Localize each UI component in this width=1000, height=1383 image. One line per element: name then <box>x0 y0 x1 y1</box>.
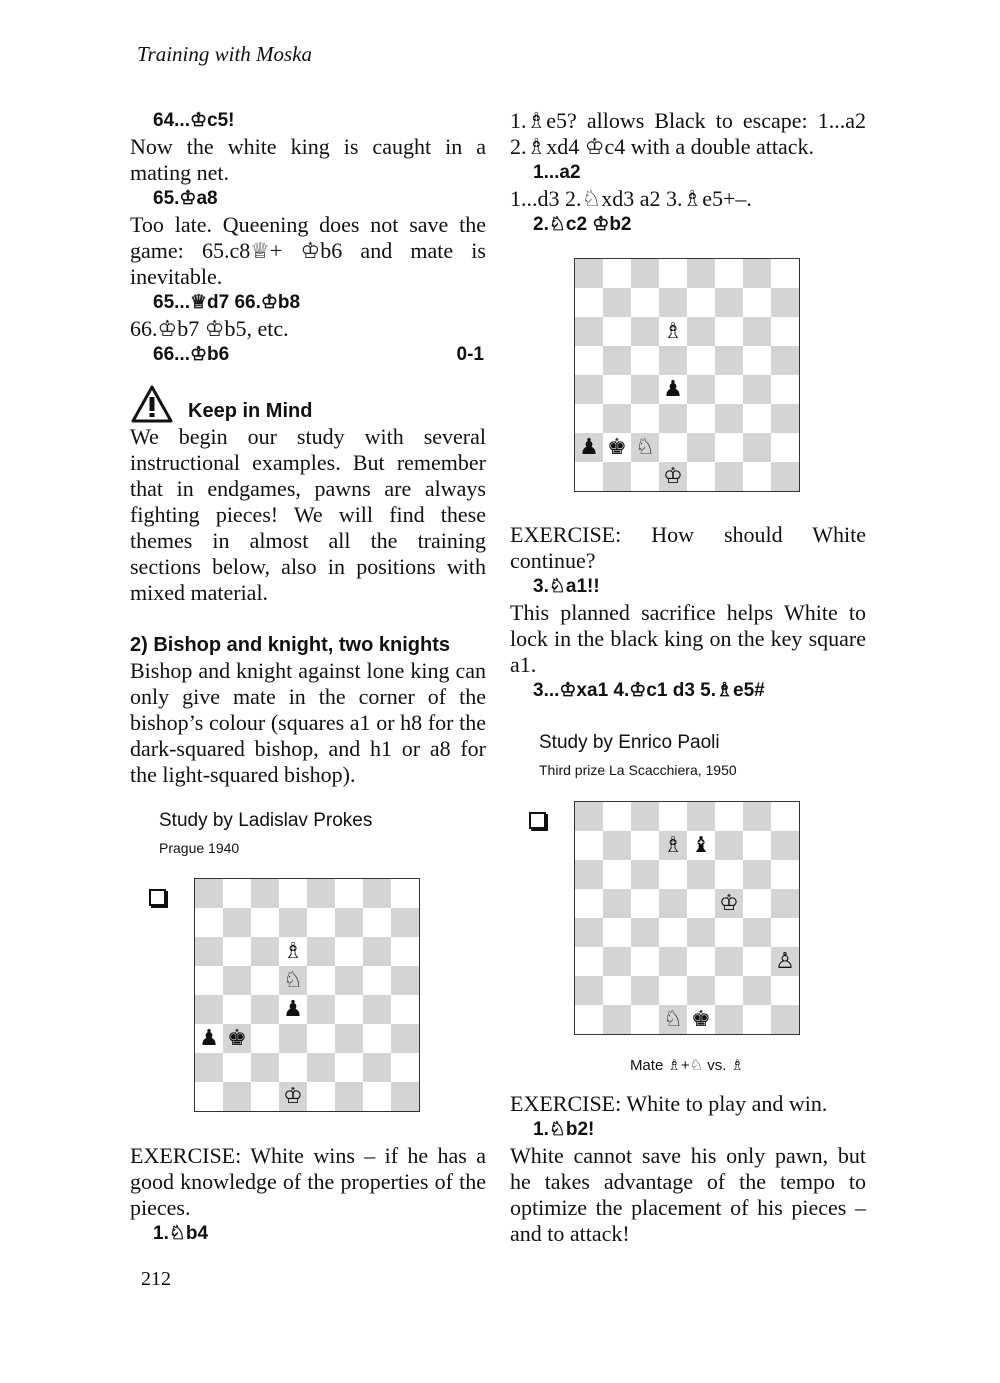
square-f7 <box>715 831 743 860</box>
square-d5 <box>659 889 687 918</box>
move-line: 65...♕d7 66.♔b8 <box>153 292 301 313</box>
square-f5 <box>715 346 743 375</box>
square-e7 <box>687 288 715 317</box>
square-b4 <box>223 995 251 1024</box>
square-a7 <box>575 288 603 317</box>
square-d8 <box>279 879 307 908</box>
section-heading: 2) Bishop and knight, two knights <box>130 634 450 656</box>
square-e6 <box>687 860 715 889</box>
square-g6 <box>743 860 771 889</box>
square-f1 <box>715 1005 743 1034</box>
square-b2 <box>223 1053 251 1082</box>
square-f8 <box>715 802 743 831</box>
square-f8 <box>715 259 743 288</box>
square-a2 <box>195 1053 223 1082</box>
square-a3 <box>575 404 603 433</box>
piece-c2: ♘ <box>635 434 655 460</box>
piece-b2: ♚ <box>607 434 627 460</box>
square-c4 <box>251 995 279 1024</box>
square-f5 <box>335 966 363 995</box>
square-b4 <box>603 918 631 947</box>
exercise-checkbox <box>529 812 546 829</box>
square-a1 <box>575 1005 603 1034</box>
square-a1 <box>575 462 603 491</box>
square-f8 <box>335 879 363 908</box>
move-line: 2.♘c2 ♔b2 <box>533 214 632 235</box>
square-a5 <box>195 966 223 995</box>
square-b7 <box>223 908 251 937</box>
paragraph: Bishop and knight against lone king can only give mate in the corner of the bishop’s colour (squares a1 or h8 for the dark-squared bishop, and h1 or a8 for the light-squared bishop). <box>130 658 486 787</box>
square-d2 <box>659 433 687 462</box>
move-line: 1.♘b4 <box>153 1223 209 1244</box>
square-h5 <box>771 346 799 375</box>
square-g8 <box>743 802 771 831</box>
piece-d1: ♘ <box>663 1006 683 1032</box>
square-a2 <box>575 433 603 462</box>
square-e5 <box>687 889 715 918</box>
square-h2 <box>771 976 799 1005</box>
square-e3 <box>687 947 715 976</box>
square-b3 <box>603 404 631 433</box>
square-d7 <box>279 908 307 937</box>
square-h2 <box>771 433 799 462</box>
square-d8 <box>659 802 687 831</box>
square-f2 <box>335 1053 363 1082</box>
paragraph: 1...d3 2.♘xd3 a2 3.♗e5+–. <box>510 186 752 211</box>
paragraph: We begin our study with several instructional examples. But remember that in endgames, pawns are always fighting pieces! We will find these themes in almost all the training sections below, also in positions with mixed material. <box>130 424 486 605</box>
square-b2 <box>603 433 631 462</box>
square-e5 <box>687 346 715 375</box>
square-c8 <box>631 802 659 831</box>
square-g3 <box>743 404 771 433</box>
square-g8 <box>743 259 771 288</box>
square-e8 <box>687 259 715 288</box>
square-h7 <box>771 831 799 860</box>
keep-in-mind-title: Keep in Mind <box>188 400 313 422</box>
square-b6 <box>603 317 631 346</box>
square-b6 <box>603 860 631 889</box>
piece-a2: ♟ <box>579 434 599 460</box>
square-e8 <box>687 802 715 831</box>
square-a5 <box>575 346 603 375</box>
square-b7 <box>603 831 631 860</box>
square-f1 <box>715 462 743 491</box>
square-a6 <box>195 937 223 966</box>
chess-diagram-position <box>574 258 800 492</box>
square-b1 <box>603 1005 631 1034</box>
square-g1 <box>743 462 771 491</box>
piece-d4: ♟ <box>663 376 683 402</box>
square-d1 <box>659 462 687 491</box>
paragraph: Now the white king is caught in a mating net. <box>130 134 486 185</box>
paragraph: White cannot save his only pawn, but he takes advantage of the tempo to optimize the placement of his pieces – and to attack! <box>510 1143 866 1246</box>
square-d6 <box>279 937 307 966</box>
square-h1 <box>771 1005 799 1034</box>
square-d3 <box>279 1024 307 1053</box>
left-column-bottom <box>130 1143 486 1247</box>
move-text: 66...♔b6 <box>153 344 230 365</box>
study-title: Study by Enrico Paoli <box>539 732 720 753</box>
square-h6 <box>771 317 799 346</box>
square-g7 <box>743 831 771 860</box>
piece-h3: ♙ <box>775 948 795 974</box>
square-a8 <box>195 879 223 908</box>
game-result: 0-1 <box>456 344 484 365</box>
square-f6 <box>715 860 743 889</box>
square-b7 <box>603 288 631 317</box>
square-c4 <box>631 375 659 404</box>
square-c1 <box>631 1005 659 1034</box>
square-f4 <box>335 995 363 1024</box>
square-g3 <box>743 947 771 976</box>
square-c2 <box>631 976 659 1005</box>
square-c1 <box>251 1082 279 1111</box>
square-g7 <box>743 288 771 317</box>
square-c5 <box>251 966 279 995</box>
piece-d4: ♟ <box>283 996 303 1022</box>
paragraph: EXERCISE: White to play and win. <box>510 1091 828 1116</box>
square-f2 <box>715 433 743 462</box>
study-source: Prague 1940 <box>159 840 240 856</box>
square-h3 <box>391 1024 419 1053</box>
square-h2 <box>391 1053 419 1082</box>
square-g1 <box>363 1082 391 1111</box>
square-g5 <box>743 346 771 375</box>
square-h7 <box>771 288 799 317</box>
square-g6 <box>743 317 771 346</box>
square-b5 <box>223 966 251 995</box>
square-b5 <box>603 889 631 918</box>
square-b1 <box>603 462 631 491</box>
square-g5 <box>743 889 771 918</box>
square-h5 <box>771 889 799 918</box>
square-f7 <box>715 288 743 317</box>
square-d2 <box>659 976 687 1005</box>
piece-d6: ♗ <box>663 318 683 344</box>
piece-d5: ♘ <box>283 967 303 993</box>
square-c4 <box>631 918 659 947</box>
square-e6 <box>307 937 335 966</box>
square-h7 <box>391 908 419 937</box>
square-e2 <box>687 976 715 1005</box>
paragraph: EXERCISE: White wins – if he has a good knowledge of the properties of the pieces. <box>130 1143 486 1220</box>
square-a8 <box>575 802 603 831</box>
square-c5 <box>631 346 659 375</box>
square-h5 <box>391 966 419 995</box>
square-c6 <box>251 937 279 966</box>
square-d7 <box>659 831 687 860</box>
piece-f5: ♔ <box>719 890 739 916</box>
square-h4 <box>771 918 799 947</box>
square-f2 <box>715 976 743 1005</box>
square-c3 <box>251 1024 279 1053</box>
square-b8 <box>603 259 631 288</box>
square-g8 <box>363 879 391 908</box>
square-e2 <box>307 1053 335 1082</box>
square-e6 <box>687 317 715 346</box>
square-c7 <box>631 288 659 317</box>
square-f5 <box>715 889 743 918</box>
square-f7 <box>335 908 363 937</box>
square-f4 <box>715 918 743 947</box>
square-f4 <box>715 375 743 404</box>
square-d4 <box>659 918 687 947</box>
square-g2 <box>363 1053 391 1082</box>
square-c3 <box>631 947 659 976</box>
square-d5 <box>659 346 687 375</box>
square-g7 <box>363 908 391 937</box>
square-c1 <box>631 462 659 491</box>
square-e2 <box>687 433 715 462</box>
square-d6 <box>659 317 687 346</box>
square-b1 <box>223 1082 251 1111</box>
piece-a3: ♟ <box>199 1025 219 1051</box>
square-e5 <box>307 966 335 995</box>
piece-d1: ♔ <box>663 463 683 489</box>
square-e3 <box>687 404 715 433</box>
square-g5 <box>363 966 391 995</box>
piece-d7: ♗ <box>663 832 683 858</box>
square-g3 <box>363 1024 391 1053</box>
piece-d1: ♔ <box>283 1083 303 1109</box>
square-b3 <box>223 1024 251 1053</box>
square-h8 <box>391 879 419 908</box>
square-h1 <box>391 1082 419 1111</box>
paragraph: This planned sacrifice helps White to lock in the black king on the key square a1. <box>510 600 866 677</box>
move-line: 65.♔a8 <box>153 188 218 209</box>
paragraph: Too late. Queening does not save the game: 65.c8♕+ ♔b6 and mate is inevitable. <box>130 212 486 289</box>
square-e7 <box>307 908 335 937</box>
square-b2 <box>603 976 631 1005</box>
square-a6 <box>575 317 603 346</box>
square-d3 <box>659 947 687 976</box>
square-g6 <box>363 937 391 966</box>
exercise-checkbox <box>149 889 166 906</box>
diagram-caption: Mate ♗+♘ vs. ♗ <box>629 1057 745 1074</box>
square-c5 <box>631 889 659 918</box>
square-e8 <box>307 879 335 908</box>
paragraph: EXERCISE: How should White continue? <box>510 522 866 573</box>
square-f3 <box>715 947 743 976</box>
square-f1 <box>335 1082 363 1111</box>
move-line: 3...♔xa1 4.♔c1 d3 5.♗e5# <box>533 680 765 701</box>
piece-b3: ♚ <box>227 1025 247 1051</box>
square-d5 <box>279 966 307 995</box>
square-d1 <box>659 1005 687 1034</box>
square-e3 <box>307 1024 335 1053</box>
square-g4 <box>363 995 391 1024</box>
square-h6 <box>771 860 799 889</box>
square-g4 <box>743 918 771 947</box>
square-g4 <box>743 375 771 404</box>
square-a2 <box>575 976 603 1005</box>
square-a1 <box>195 1082 223 1111</box>
square-d4 <box>659 375 687 404</box>
square-d2 <box>279 1053 307 1082</box>
running-head: Training with Moska <box>137 42 313 66</box>
square-e4 <box>307 995 335 1024</box>
square-h1 <box>771 462 799 491</box>
warning-icon <box>130 384 174 424</box>
square-d7 <box>659 288 687 317</box>
keep-in-mind-box <box>130 380 486 424</box>
square-a3 <box>575 947 603 976</box>
square-c6 <box>631 860 659 889</box>
square-b3 <box>603 947 631 976</box>
square-b8 <box>603 802 631 831</box>
square-f3 <box>715 404 743 433</box>
chess-diagram-paoli <box>574 801 800 1035</box>
square-d3 <box>659 404 687 433</box>
piece-e7: ♝ <box>691 832 711 858</box>
piece-d6: ♗ <box>283 938 303 964</box>
move-line: 1...a2 <box>533 162 581 183</box>
square-c7 <box>631 831 659 860</box>
square-g2 <box>743 976 771 1005</box>
square-h4 <box>771 375 799 404</box>
square-h8 <box>771 802 799 831</box>
square-a4 <box>575 918 603 947</box>
move-line: 64...♔c5! <box>153 110 235 131</box>
square-e4 <box>687 918 715 947</box>
square-c2 <box>631 433 659 462</box>
square-c8 <box>631 259 659 288</box>
square-d8 <box>659 259 687 288</box>
square-f6 <box>335 937 363 966</box>
left-column <box>130 108 486 788</box>
right-column <box>510 108 866 238</box>
square-b6 <box>223 937 251 966</box>
square-b4 <box>603 375 631 404</box>
move-line: 3.♘a1!! <box>533 576 600 597</box>
square-c6 <box>631 317 659 346</box>
square-g2 <box>743 433 771 462</box>
square-c7 <box>251 908 279 937</box>
right-column-middle <box>510 522 866 704</box>
page-number: 212 <box>141 1268 171 1290</box>
square-h3 <box>771 947 799 976</box>
chess-diagram-prokes <box>194 878 420 1112</box>
study-title: Study by Ladislav Prokes <box>159 810 373 831</box>
study-source: Third prize La Scacchiera, 1950 <box>539 762 737 778</box>
square-h4 <box>391 995 419 1024</box>
paragraph: 66.♔b7 ♔b5, etc. <box>130 316 289 341</box>
square-d4 <box>279 995 307 1024</box>
square-a7 <box>575 831 603 860</box>
square-e1 <box>687 462 715 491</box>
square-a8 <box>575 259 603 288</box>
piece-e1: ♚ <box>691 1006 711 1032</box>
square-a7 <box>195 908 223 937</box>
square-a3 <box>195 1024 223 1053</box>
square-b5 <box>603 346 631 375</box>
study-header-prokes <box>159 808 372 858</box>
square-h3 <box>771 404 799 433</box>
square-e1 <box>307 1082 335 1111</box>
paragraph: 1.♗e5? allows Black to escape: 1...a2 2.♗xd4 ♔c4 with a double attack. <box>510 108 866 159</box>
square-e7 <box>687 831 715 860</box>
square-a4 <box>195 995 223 1024</box>
study-header-paoli <box>539 730 737 780</box>
square-c8 <box>251 879 279 908</box>
square-h6 <box>391 937 419 966</box>
square-a6 <box>575 860 603 889</box>
square-d6 <box>659 860 687 889</box>
square-b8 <box>223 879 251 908</box>
move-line: 1.♘b2! <box>533 1119 595 1140</box>
square-c2 <box>251 1053 279 1082</box>
square-f6 <box>715 317 743 346</box>
right-column-bottom <box>510 1091 866 1247</box>
square-f3 <box>335 1024 363 1053</box>
square-a4 <box>575 375 603 404</box>
square-e1 <box>687 1005 715 1034</box>
move-line-result <box>130 342 486 368</box>
square-d1 <box>279 1082 307 1111</box>
square-e4 <box>687 375 715 404</box>
square-h8 <box>771 259 799 288</box>
square-c3 <box>631 404 659 433</box>
square-g1 <box>743 1005 771 1034</box>
square-a5 <box>575 889 603 918</box>
